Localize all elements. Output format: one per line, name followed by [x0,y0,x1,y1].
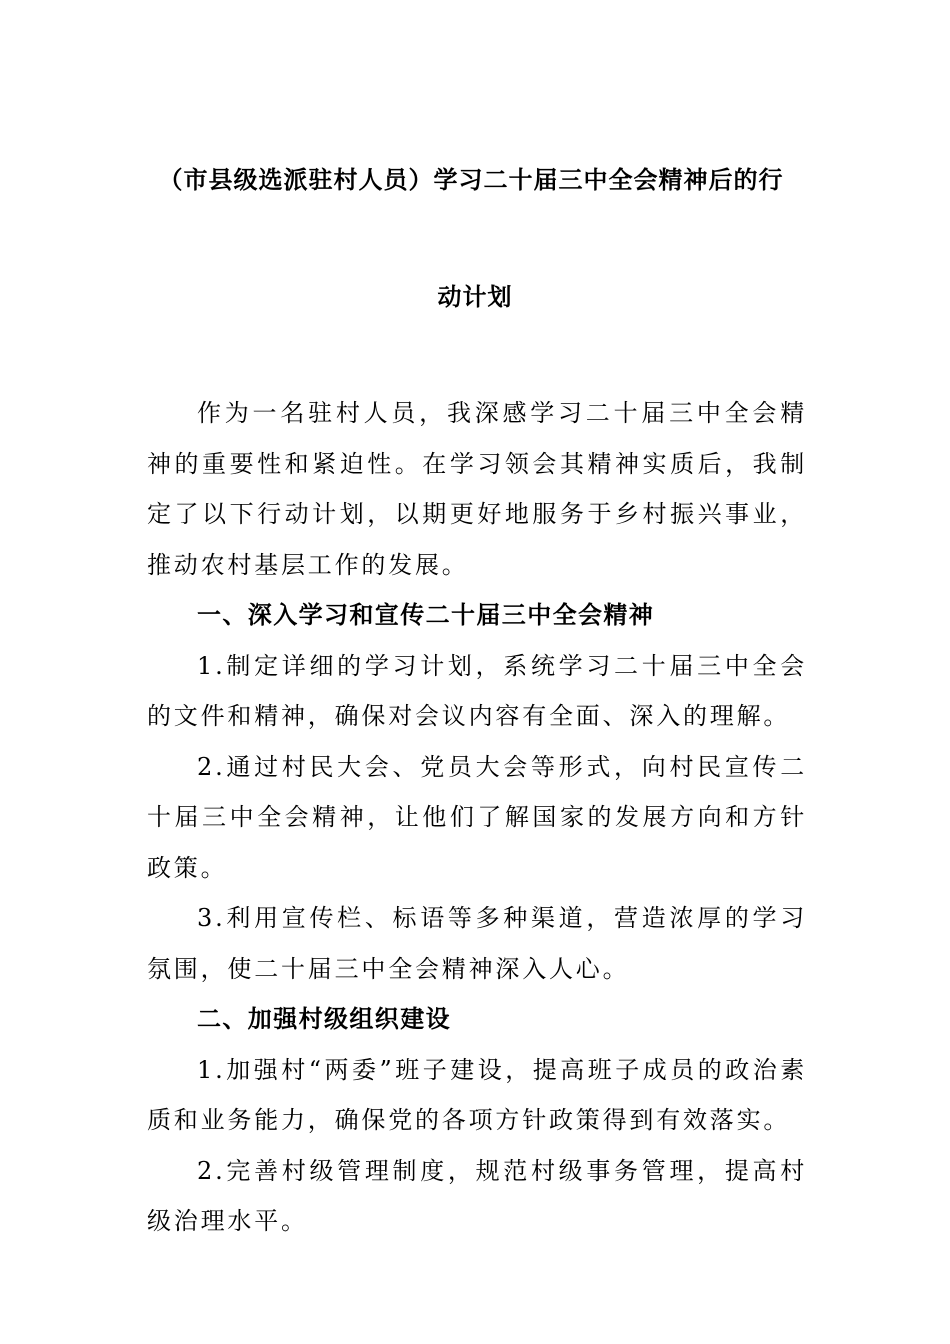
intro-paragraph: 作为一名驻村人员，我深感学习二十届三中全会精神的重要性和紧迫性。在学习领会其精神实质后，我制定了以下行动计划，以期更好地服务于乡村振兴事业，推动农村基层工作的发展。 [147,399,807,579]
document-title-line-2: 动计划 [437,283,513,311]
document-body [147,388,807,1247]
document-title-line-1: （市县级选派驻村人员）学习二十届三中全会精神后的行 [158,166,784,194]
section-1-item-2: 2.通过村民大会、党员大会等形式，向村民宣传二十届三中全会精神，让他们了解国家的发展方向和方针政策。 [147,752,807,882]
section-2-item-2: 2.完善村级管理制度，规范村级事务管理，提高村级治理水平。 [147,1156,807,1235]
section-2-item-1: 1.加强村“两委”班子建设，提高班子成员的政治素质和业务能力，确保党的各项方针政策得到有效落实。 [147,1055,807,1134]
section-1-item-3: 3.利用宣传栏、标语等多种渠道，营造浓厚的学习氛围，使二十届三中全会精神深入人心。 [147,904,807,983]
section-heading-2: 二、加强村级组织建设 [197,1005,451,1033]
section-heading-1: 一、深入学习和宣传二十届三中全会精神 [197,601,655,629]
section-1-item-1: 1.制定详细的学习计划，系统学习二十届三中全会的文件和精神，确保对会议内容有全面、深入的理解。 [147,651,807,730]
